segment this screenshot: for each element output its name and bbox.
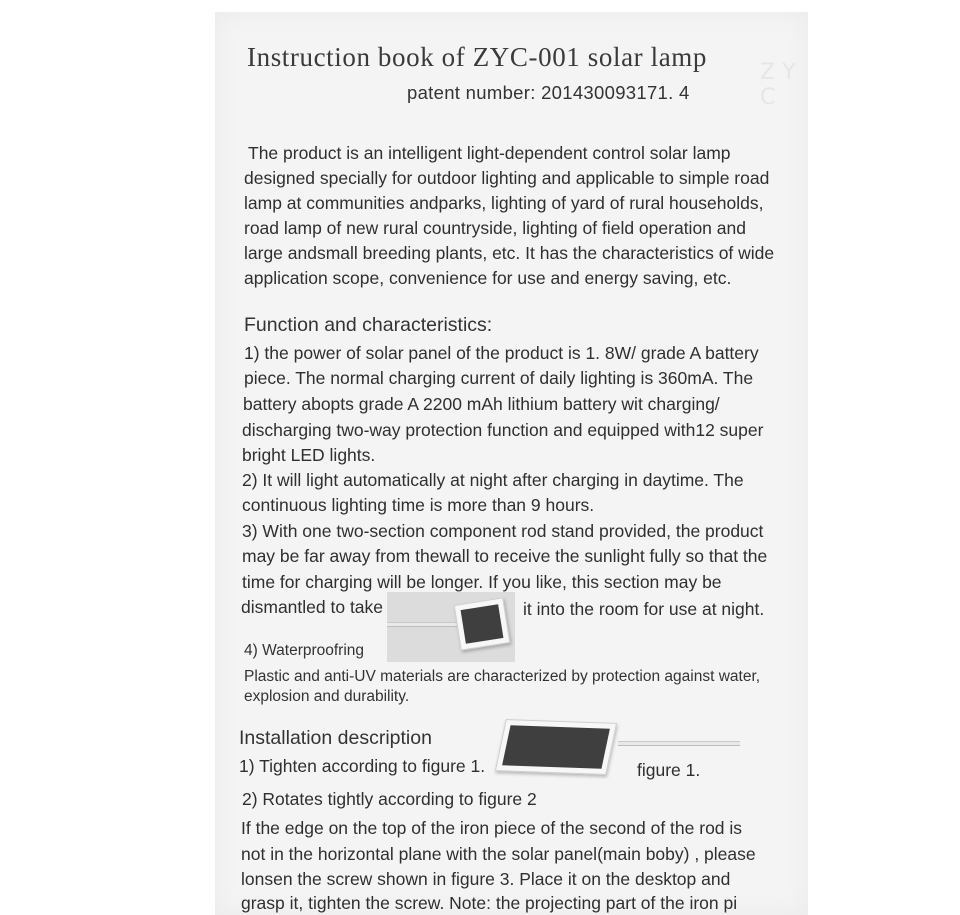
- intro-line: large andsmall breeding plants, etc. It has the characteristics of wide: [244, 243, 775, 263]
- dismantle-text-right: it into the room for use at night.: [523, 599, 765, 619]
- waterproof-heading: 4) Waterproofring: [244, 642, 365, 659]
- intro-line: lamp at communities andparks, lighting of yard of rural households,: [244, 193, 764, 213]
- page-title: Instruction book of ZYC-001 solar lamp: [247, 42, 707, 72]
- install-line: If the edge on the top of the iron piece of the second of the rod is: [241, 818, 743, 838]
- installation-heading: Installation description: [239, 727, 432, 749]
- intro-line: road lamp of new rural countryside, lighting of field operation and: [244, 218, 746, 238]
- waterproof-line: explosion and durability.: [244, 688, 410, 705]
- install-line: not in the horizontal plane with the solar panel(main boby) , please: [241, 844, 756, 864]
- dismantle-text-left: dismantled to take: [241, 597, 384, 617]
- function-line: 3) With one two-section component rod stand provided, the product: [242, 521, 764, 541]
- intro-line: application scope, convenience for use and energy saving, etc.: [244, 268, 732, 288]
- figure1-photo: [480, 717, 745, 779]
- lamp-indoor-photo: [387, 592, 515, 662]
- function-line: bright LED lights.: [242, 445, 376, 465]
- waterproof-line: Plastic and anti-UV materials are characterized by protection against water,: [244, 668, 761, 685]
- install-step-1: 1) Tighten according to figure 1.: [239, 756, 486, 776]
- instruction-sheet: [215, 12, 808, 915]
- bleed-through-text: Z Y C: [760, 60, 796, 110]
- function-line: time for charging will be longer. If you like, this section may be: [242, 572, 722, 592]
- function-line: 2) It will light automatically at night after charging in daytime. The: [242, 470, 744, 490]
- install-line: 2) Rotates tightly according to figure 2: [242, 789, 537, 809]
- function-line: piece. The normal charging current of daily lighting is 360mA. The: [244, 368, 754, 388]
- figure1-label: figure 1.: [637, 760, 701, 780]
- function-line: battery abopts grade A 2200 mAh lithium battery wit charging/: [243, 394, 720, 414]
- intro-line: designed specially for outdoor lighting and applicable to simple road: [244, 168, 770, 188]
- function-line: continuous lighting time is more than 9 hours.: [242, 495, 595, 515]
- function-line: 1) the power of solar panel of the product is 1. 8W/ grade A battery: [244, 343, 759, 363]
- intro-line: The product is an intelligent light-dependent control solar lamp: [248, 143, 731, 163]
- install-line: lonsen the screw shown in figure 3. Place it on the desktop and: [241, 869, 731, 889]
- install-line: grasp it, tighten the screw. Note: the projecting part of the iron pi: [241, 893, 738, 913]
- function-heading: Function and characteristics:: [244, 314, 493, 336]
- patent-number: patent number: 201430093171. 4: [407, 82, 690, 103]
- function-line: discharging two-way protection function and equipped with12 super: [242, 420, 764, 440]
- function-line: may be far away from thewall to receive the sunlight fully so that the: [242, 546, 768, 566]
